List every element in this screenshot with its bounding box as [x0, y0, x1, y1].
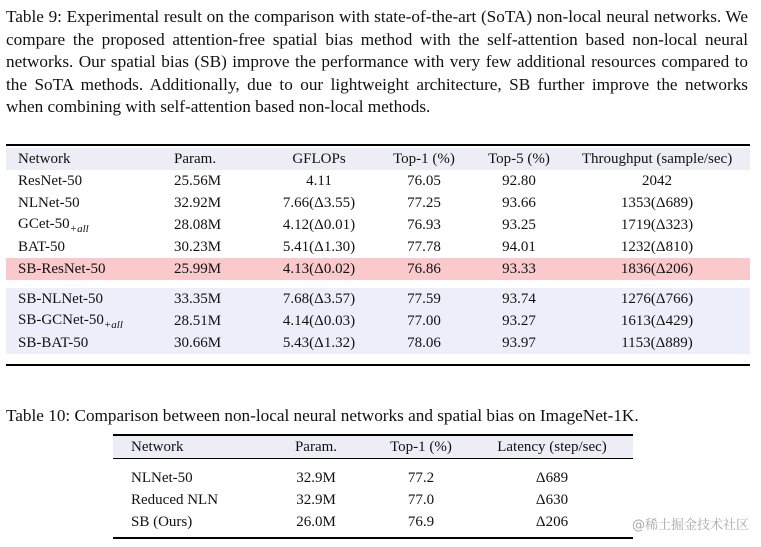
table10-caption: Table 10: Comparison between non-local neural networks and spatial bias on ImageNet-1K.	[6, 406, 639, 425]
row-spacer	[113, 459, 633, 468]
table-row	[6, 214, 750, 236]
gflops-cell: 7.68(Δ3.57)	[282, 290, 356, 307]
table9-bottom-rule	[6, 364, 750, 366]
top5-cell: 93.33	[502, 260, 536, 277]
gflops-cell: 5.43(Δ1.32)	[282, 334, 356, 351]
top1-cell: 76.86	[407, 260, 441, 277]
table-row	[6, 192, 750, 214]
table-row	[6, 310, 750, 332]
network-cell: SB-BAT-50	[18, 334, 89, 351]
table10-header-cell: Network	[131, 438, 184, 455]
network-cell: NLNet-50	[18, 194, 80, 211]
table-row	[6, 236, 750, 258]
top5-cell: 93.25	[502, 216, 536, 233]
row-spacer	[6, 280, 750, 288]
table9	[6, 148, 750, 354]
gflops-cell: 4.12(Δ0.01)	[282, 216, 356, 233]
top1-cell: 77.78	[407, 238, 441, 255]
throughput-cell: 1836(Δ206)	[620, 260, 694, 277]
param-cell: 30.23M	[174, 238, 222, 255]
network-subscript: +all	[69, 222, 89, 235]
top1-cell: 77.59	[407, 290, 441, 307]
network-cell: BAT-50	[18, 238, 65, 255]
table-row	[113, 511, 633, 533]
throughput-cell: 1276(Δ766)	[620, 290, 694, 307]
network-cell: NLNet-50	[131, 469, 193, 486]
network-cell	[6, 310, 168, 332]
table10-bottom-rule	[113, 537, 633, 539]
table9-header-cell: Param.	[174, 150, 217, 167]
network-cell: SB-NLNet-50	[18, 290, 103, 307]
network-name: GCet-50	[18, 215, 70, 232]
top1-cell: 77.2	[407, 469, 435, 486]
throughput-cell: 1719(Δ323)	[620, 216, 694, 233]
table10-header-cell: Param.	[294, 438, 338, 455]
highlight-row	[6, 258, 750, 280]
table-row	[113, 489, 633, 511]
table9-header-cell: Top-1 (%)	[393, 150, 455, 167]
latency-cell: Δ206	[535, 513, 569, 530]
top1-cell: 77.00	[407, 312, 441, 329]
throughput-cell: 1353(Δ689)	[620, 194, 694, 211]
table10-header-cell: Latency (step/sec)	[497, 438, 607, 455]
table-row	[113, 467, 633, 489]
gflops-cell: 4.11	[306, 172, 332, 189]
param-cell: 30.66M	[174, 334, 222, 351]
table9-header-cell: GFLOPs	[292, 150, 346, 167]
latency-cell: Δ630	[535, 491, 569, 508]
param-cell: 26.0M	[296, 513, 336, 530]
gflops-cell: 4.13(Δ0.02)	[282, 260, 356, 277]
top1-cell: 76.9	[407, 513, 435, 530]
table10-header-row	[113, 436, 633, 459]
gflops-cell: 7.66(Δ3.55)	[282, 194, 356, 211]
throughput-cell: 1613(Δ429)	[620, 312, 694, 329]
top5-cell: 94.01	[502, 238, 536, 255]
param-cell: 25.99M	[174, 260, 222, 277]
network-cell	[6, 214, 168, 236]
network-cell: SB-ResNet-50	[18, 260, 106, 277]
top1-cell: 78.06	[407, 334, 441, 351]
network-cell: SB (Ours)	[131, 513, 193, 530]
top1-cell: 76.05	[407, 172, 441, 189]
table9-top-rule	[6, 144, 750, 146]
watermark: @稀土掘金技术社区	[631, 518, 749, 533]
table-row	[6, 332, 750, 354]
top5-cell: 93.27	[502, 312, 536, 329]
gflops-cell: 4.14(Δ0.03)	[282, 312, 356, 329]
table9-header-cell: Network	[18, 150, 71, 167]
latency-cell: Δ689	[535, 469, 569, 486]
throughput-cell: 1153(Δ889)	[621, 334, 693, 351]
throughput-cell: 2042	[642, 172, 672, 189]
param-cell: 28.51M	[174, 312, 222, 329]
table10-header-cell: Top-1 (%)	[390, 438, 452, 455]
top1-cell: 76.93	[407, 216, 441, 233]
param-cell: 32.9M	[296, 491, 336, 508]
top1-cell: 77.25	[407, 194, 441, 211]
top1-cell: 77.0	[407, 491, 435, 508]
table9-header-cell: Throughput (sample/sec)	[581, 150, 733, 167]
network-name: SB-GCNet-50	[18, 311, 104, 328]
table-row	[6, 170, 750, 192]
throughput-cell: 1232(Δ810)	[620, 238, 694, 255]
top5-cell: 93.97	[502, 334, 536, 351]
top5-cell: 93.66	[502, 194, 536, 211]
top5-cell: 93.74	[502, 290, 536, 307]
param-cell: 32.92M	[174, 194, 222, 211]
top5-cell: 92.80	[502, 172, 536, 189]
network-cell: ResNet-50	[18, 172, 83, 189]
table9-header-row	[6, 148, 750, 170]
network-cell: Reduced NLN	[131, 491, 219, 508]
table10	[113, 436, 633, 533]
param-cell: 28.08M	[174, 216, 222, 233]
table9-header-cell: Top-5 (%)	[488, 150, 550, 167]
table-row	[6, 288, 750, 310]
network-subscript: +all	[103, 318, 123, 331]
param-cell: 33.35M	[174, 290, 222, 307]
param-cell: 25.56M	[174, 172, 222, 189]
table9-caption: Table 9: Experimental result on the comparison with state-of-the-art (SoTA) non-local neural networks. We compare the proposed attention-free spatial bias method with the self-attention based non-local neural networks. Our spatial bias (SB) improve the performance with very few additional resources compared to the SoTA methods. Additionally, due to our lightweight architecture, SB further improve the networks when combining with self-attention based non-local methods.	[6, 7, 748, 117]
param-cell: 32.9M	[296, 469, 336, 486]
gflops-cell: 5.41(Δ1.30)	[282, 238, 356, 255]
